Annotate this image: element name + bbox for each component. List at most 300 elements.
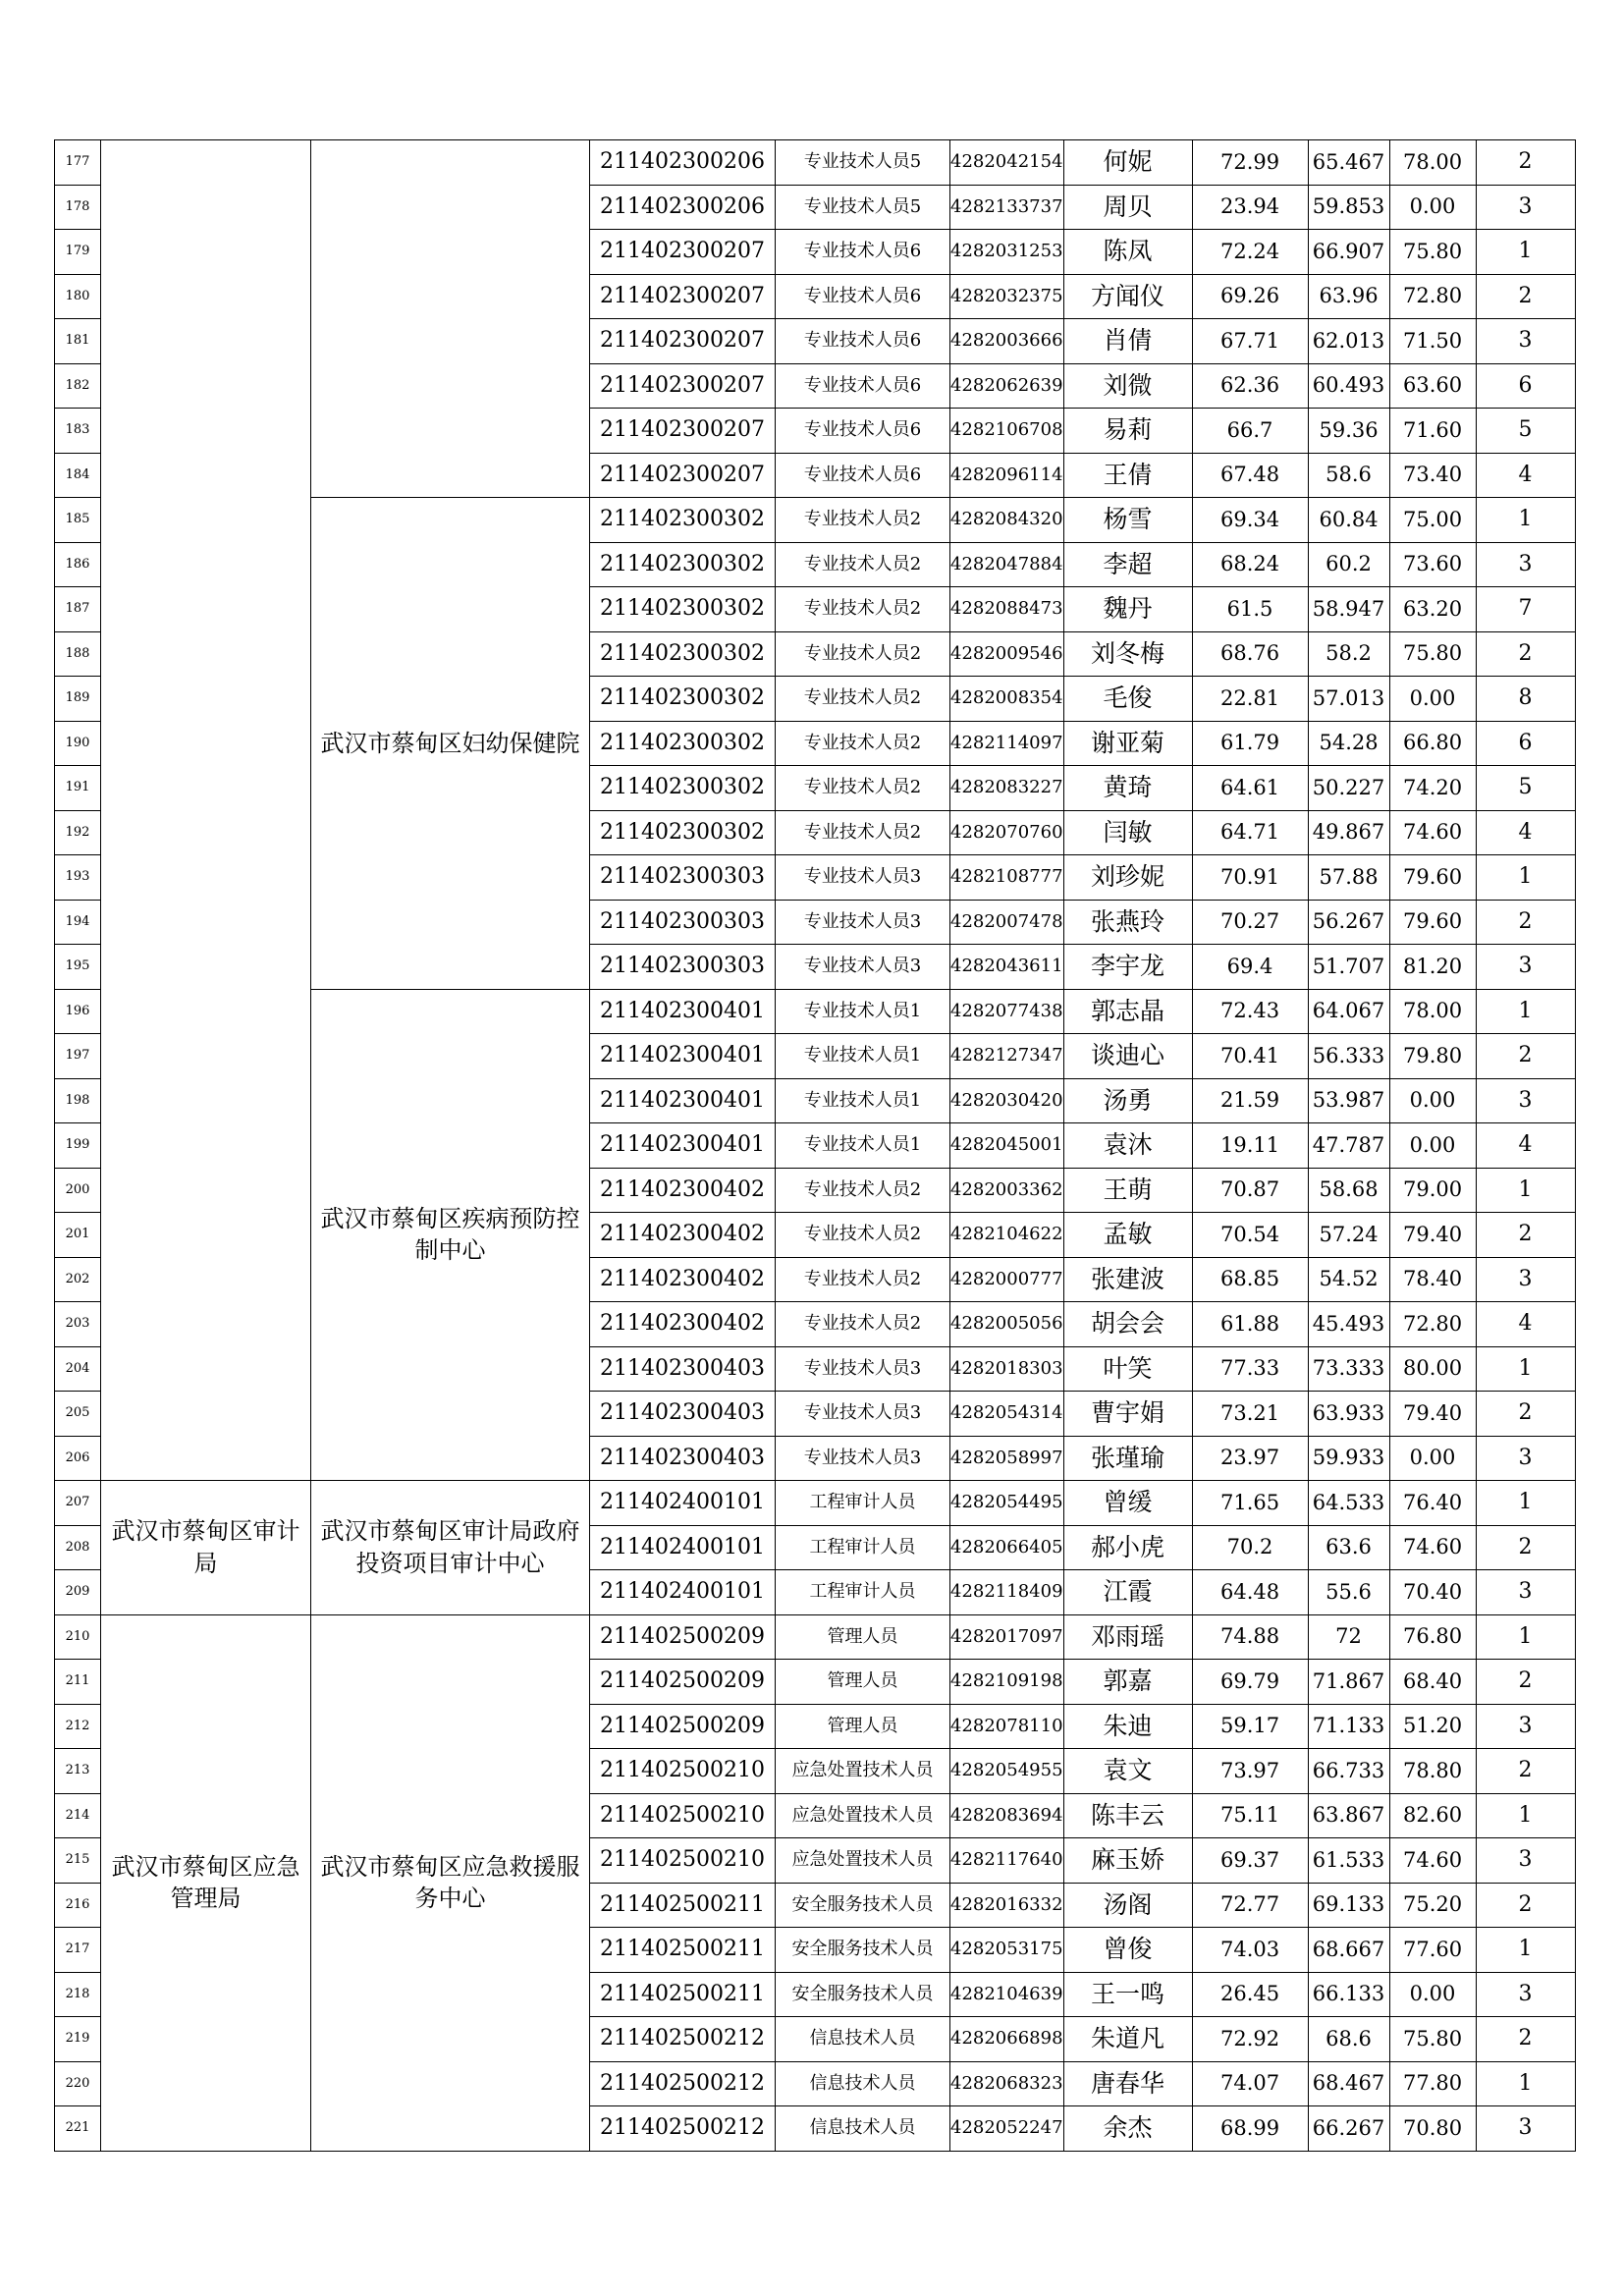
total-score: 77.60	[1389, 1928, 1476, 1973]
interview-score: 63.867	[1308, 1793, 1389, 1838]
position-name: 应急处置技术人员	[776, 1838, 950, 1884]
position-code: 211402500209	[590, 1704, 776, 1749]
interview-score: 68.667	[1308, 1928, 1389, 1973]
ticket-number: 4282127347	[950, 1034, 1064, 1079]
ticket-number: 4282104622	[950, 1213, 1064, 1258]
ticket-number: 4282017097	[950, 1614, 1064, 1660]
position-name: 专业技术人员1	[776, 1078, 950, 1123]
row-index: 202	[55, 1257, 101, 1302]
position-code: 211402300302	[590, 498, 776, 543]
rank: 1	[1476, 989, 1575, 1034]
written-score: 70.27	[1192, 900, 1308, 945]
interview-score: 71.133	[1308, 1704, 1389, 1749]
position-code: 211402300302	[590, 542, 776, 587]
row-index: 177	[55, 140, 101, 186]
position-name: 专业技术人员2	[776, 1302, 950, 1347]
ticket-number: 4282052247	[950, 2106, 1064, 2152]
results-table	[54, 139, 1576, 2152]
ticket-number: 4282070760	[950, 810, 1064, 855]
row-index: 213	[55, 1749, 101, 1794]
rank: 1	[1476, 2061, 1575, 2106]
position-code: 211402300207	[590, 453, 776, 498]
interview-score: 66.133	[1308, 1972, 1389, 2017]
position-code: 211402500211	[590, 1928, 776, 1973]
row-index: 205	[55, 1392, 101, 1437]
candidate-name: 谈迪心	[1063, 1034, 1192, 1079]
ticket-number: 4282117640	[950, 1838, 1064, 1884]
position-name: 专业技术人员6	[776, 453, 950, 498]
interview-score: 47.787	[1308, 1123, 1389, 1169]
written-score: 73.21	[1192, 1392, 1308, 1437]
candidate-name: 袁沐	[1063, 1123, 1192, 1169]
ticket-number: 4282047884	[950, 542, 1064, 587]
total-score: 76.40	[1389, 1481, 1476, 1526]
total-score: 63.20	[1389, 587, 1476, 632]
position-code: 211402300206	[590, 185, 776, 230]
written-score: 64.71	[1192, 810, 1308, 855]
ticket-number: 4282007478	[950, 900, 1064, 945]
rank: 2	[1476, 140, 1575, 186]
position-name: 专业技术人员6	[776, 409, 950, 454]
position-code: 211402300403	[590, 1346, 776, 1392]
written-score: 69.37	[1192, 1838, 1308, 1884]
rank: 1	[1476, 230, 1575, 275]
candidate-name: 何妮	[1063, 140, 1192, 186]
ticket-number: 4282083694	[950, 1793, 1064, 1838]
row-index: 211	[55, 1660, 101, 1705]
position-code: 211402300302	[590, 721, 776, 766]
row-index: 190	[55, 721, 101, 766]
interview-score: 59.853	[1308, 185, 1389, 230]
written-score: 70.2	[1192, 1525, 1308, 1570]
ticket-number: 4282108777	[950, 855, 1064, 901]
rank: 3	[1476, 1436, 1575, 1481]
position-name: 专业技术人员2	[776, 677, 950, 722]
written-score: 23.97	[1192, 1436, 1308, 1481]
rank: 2	[1476, 2017, 1575, 2062]
position-code: 211402500211	[590, 1972, 776, 2017]
position-name: 安全服务技术人员	[776, 1883, 950, 1928]
written-score: 69.26	[1192, 274, 1308, 319]
ticket-number: 4282133737	[950, 185, 1064, 230]
department-cell: 武汉市蔡甸区审计局	[101, 1481, 311, 1615]
position-name: 专业技术人员6	[776, 319, 950, 364]
position-name: 专业技术人员3	[776, 1436, 950, 1481]
written-score: 71.65	[1192, 1481, 1308, 1526]
position-name: 专业技术人员2	[776, 498, 950, 543]
interview-score: 59.36	[1308, 409, 1389, 454]
rank: 1	[1476, 1928, 1575, 1973]
candidate-name: 余杰	[1063, 2106, 1192, 2152]
position-name: 专业技术人员2	[776, 631, 950, 677]
row-index: 219	[55, 2017, 101, 2062]
row-index: 191	[55, 766, 101, 811]
ticket-number: 4282068323	[950, 2061, 1064, 2106]
candidate-name: 朱道凡	[1063, 2017, 1192, 2062]
written-score: 69.4	[1192, 945, 1308, 990]
ticket-number: 4282031253	[950, 230, 1064, 275]
interview-score: 53.987	[1308, 1078, 1389, 1123]
candidate-name: 张瑾瑜	[1063, 1436, 1192, 1481]
row-index: 193	[55, 855, 101, 901]
rank: 6	[1476, 721, 1575, 766]
interview-score: 60.493	[1308, 363, 1389, 409]
position-name: 专业技术人员3	[776, 900, 950, 945]
position-code: 211402300303	[590, 855, 776, 901]
candidate-name: 刘冬梅	[1063, 631, 1192, 677]
candidate-name: 张建波	[1063, 1257, 1192, 1302]
row-index: 204	[55, 1346, 101, 1392]
position-code: 211402300302	[590, 766, 776, 811]
candidate-name: 汤勇	[1063, 1078, 1192, 1123]
total-score: 75.80	[1389, 631, 1476, 677]
interview-score: 65.467	[1308, 140, 1389, 186]
position-name: 专业技术人员3	[776, 855, 950, 901]
total-score: 78.00	[1389, 989, 1476, 1034]
interview-score: 68.467	[1308, 2061, 1389, 2106]
total-score: 0.00	[1389, 1972, 1476, 2017]
position-code: 211402400101	[590, 1525, 776, 1570]
table-row	[55, 140, 1576, 186]
written-score: 72.43	[1192, 989, 1308, 1034]
total-score: 74.60	[1389, 1525, 1476, 1570]
candidate-name: 肖倩	[1063, 319, 1192, 364]
position-name: 专业技术人员1	[776, 1034, 950, 1079]
position-name: 专业技术人员2	[776, 810, 950, 855]
interview-score: 69.133	[1308, 1883, 1389, 1928]
position-code: 211402300402	[590, 1168, 776, 1213]
candidate-name: 麻玉娇	[1063, 1838, 1192, 1884]
ticket-number: 4282008354	[950, 677, 1064, 722]
rank: 3	[1476, 1704, 1575, 1749]
position-code: 211402300302	[590, 631, 776, 677]
candidate-name: 陈丰云	[1063, 1793, 1192, 1838]
position-name: 信息技术人员	[776, 2061, 950, 2106]
row-index: 207	[55, 1481, 101, 1526]
total-score: 81.20	[1389, 945, 1476, 990]
row-index: 184	[55, 453, 101, 498]
position-code: 211402300401	[590, 1034, 776, 1079]
row-index: 196	[55, 989, 101, 1034]
position-code: 211402400101	[590, 1481, 776, 1526]
rank: 2	[1476, 1034, 1575, 1079]
position-name: 信息技术人员	[776, 2017, 950, 2062]
interview-score: 57.88	[1308, 855, 1389, 901]
interview-score: 73.333	[1308, 1346, 1389, 1392]
total-score: 0.00	[1389, 677, 1476, 722]
ticket-number: 4282054495	[950, 1481, 1064, 1526]
ticket-number: 4282018303	[950, 1346, 1064, 1392]
candidate-name: 毛俊	[1063, 677, 1192, 722]
total-score: 75.80	[1389, 2017, 1476, 2062]
position-name: 管理人员	[776, 1614, 950, 1660]
rank: 3	[1476, 1570, 1575, 1615]
total-score: 70.40	[1389, 1570, 1476, 1615]
unit-cell: 武汉市蔡甸区妇幼保健院	[311, 498, 590, 990]
candidate-name: 周贝	[1063, 185, 1192, 230]
candidate-name: 胡会会	[1063, 1302, 1192, 1347]
position-name: 专业技术人员1	[776, 989, 950, 1034]
ticket-number: 4282083227	[950, 766, 1064, 811]
rank: 8	[1476, 677, 1575, 722]
rank: 3	[1476, 1972, 1575, 2017]
ticket-number: 4282114097	[950, 721, 1064, 766]
position-code: 211402300401	[590, 989, 776, 1034]
rank: 6	[1476, 363, 1575, 409]
row-index: 194	[55, 900, 101, 945]
position-code: 211402300207	[590, 363, 776, 409]
rank: 2	[1476, 631, 1575, 677]
interview-score: 58.947	[1308, 587, 1389, 632]
written-score: 70.41	[1192, 1034, 1308, 1079]
total-score: 79.00	[1389, 1168, 1476, 1213]
candidate-name: 曾俊	[1063, 1928, 1192, 1973]
candidate-name: 方闻仪	[1063, 274, 1192, 319]
position-name: 管理人员	[776, 1704, 950, 1749]
rank: 2	[1476, 1883, 1575, 1928]
interview-score: 63.933	[1308, 1392, 1389, 1437]
total-score: 66.80	[1389, 721, 1476, 766]
written-score: 77.33	[1192, 1346, 1308, 1392]
total-score: 73.40	[1389, 453, 1476, 498]
candidate-name: 陈凤	[1063, 230, 1192, 275]
total-score: 78.80	[1389, 1749, 1476, 1794]
interview-score: 63.96	[1308, 274, 1389, 319]
rank: 4	[1476, 453, 1575, 498]
written-score: 64.61	[1192, 766, 1308, 811]
position-code: 211402500210	[590, 1838, 776, 1884]
candidate-name: 曾缓	[1063, 1481, 1192, 1526]
row-index: 189	[55, 677, 101, 722]
ticket-number: 4282045001	[950, 1123, 1064, 1169]
total-score: 76.80	[1389, 1614, 1476, 1660]
rank: 2	[1476, 1525, 1575, 1570]
written-score: 19.11	[1192, 1123, 1308, 1169]
position-code: 211402300403	[590, 1436, 776, 1481]
ticket-number: 4282084320	[950, 498, 1064, 543]
candidate-name: 曹宇娟	[1063, 1392, 1192, 1437]
row-index: 215	[55, 1838, 101, 1884]
candidate-name: 杨雪	[1063, 498, 1192, 543]
ticket-number: 4282062639	[950, 363, 1064, 409]
position-code: 211402500210	[590, 1749, 776, 1794]
position-code: 211402300402	[590, 1257, 776, 1302]
rank: 1	[1476, 1168, 1575, 1213]
position-name: 专业技术人员6	[776, 363, 950, 409]
total-score: 77.80	[1389, 2061, 1476, 2106]
total-score: 0.00	[1389, 185, 1476, 230]
position-code: 211402300207	[590, 230, 776, 275]
rank: 3	[1476, 185, 1575, 230]
interview-score: 54.28	[1308, 721, 1389, 766]
unit-cell: 武汉市蔡甸区应急救援服务中心	[311, 1614, 590, 2151]
row-index: 206	[55, 1436, 101, 1481]
row-index: 181	[55, 319, 101, 364]
row-index: 185	[55, 498, 101, 543]
ticket-number: 4282118409	[950, 1570, 1064, 1615]
position-name: 专业技术人员6	[776, 230, 950, 275]
position-code: 211402300207	[590, 409, 776, 454]
written-score: 68.99	[1192, 2106, 1308, 2152]
total-score: 79.60	[1389, 855, 1476, 901]
position-name: 专业技术人员3	[776, 1346, 950, 1392]
interview-score: 58.6	[1308, 453, 1389, 498]
row-index: 182	[55, 363, 101, 409]
interview-score: 66.733	[1308, 1749, 1389, 1794]
rank: 2	[1476, 1660, 1575, 1705]
rank: 3	[1476, 1078, 1575, 1123]
total-score: 0.00	[1389, 1436, 1476, 1481]
written-score: 73.97	[1192, 1749, 1308, 1794]
candidate-name: 张燕玲	[1063, 900, 1192, 945]
position-code: 211402300403	[590, 1392, 776, 1437]
position-code: 211402300207	[590, 319, 776, 364]
interview-score: 45.493	[1308, 1302, 1389, 1347]
row-index: 201	[55, 1213, 101, 1258]
candidate-name: 江霞	[1063, 1570, 1192, 1615]
ticket-number: 4282054955	[950, 1749, 1064, 1794]
interview-score: 68.6	[1308, 2017, 1389, 2062]
total-score: 79.40	[1389, 1213, 1476, 1258]
rank: 2	[1476, 274, 1575, 319]
total-score: 75.00	[1389, 498, 1476, 543]
position-code: 211402300302	[590, 587, 776, 632]
rank: 2	[1476, 1213, 1575, 1258]
rank: 5	[1476, 766, 1575, 811]
row-index: 221	[55, 2106, 101, 2152]
position-name: 应急处置技术人员	[776, 1749, 950, 1794]
position-code: 211402500211	[590, 1883, 776, 1928]
interview-score: 59.933	[1308, 1436, 1389, 1481]
written-score: 74.88	[1192, 1614, 1308, 1660]
row-index: 203	[55, 1302, 101, 1347]
total-score: 78.00	[1389, 140, 1476, 186]
rank: 1	[1476, 855, 1575, 901]
row-index: 186	[55, 542, 101, 587]
ticket-number: 4282054314	[950, 1392, 1064, 1437]
total-score: 0.00	[1389, 1123, 1476, 1169]
row-index: 178	[55, 185, 101, 230]
candidate-name: 李宇龙	[1063, 945, 1192, 990]
position-code: 211402300303	[590, 945, 776, 990]
position-name: 专业技术人员2	[776, 766, 950, 811]
written-score: 72.92	[1192, 2017, 1308, 2062]
row-index: 217	[55, 1928, 101, 1973]
written-score: 64.48	[1192, 1570, 1308, 1615]
row-index: 200	[55, 1168, 101, 1213]
written-score: 23.94	[1192, 185, 1308, 230]
total-score: 78.40	[1389, 1257, 1476, 1302]
ticket-number: 4282032375	[950, 274, 1064, 319]
unit-cell: 武汉市蔡甸区疾病预防控制中心	[311, 989, 590, 1481]
table-row	[55, 1481, 1576, 1526]
position-code: 211402300302	[590, 677, 776, 722]
rank: 2	[1476, 1749, 1575, 1794]
written-score: 66.7	[1192, 409, 1308, 454]
row-index: 192	[55, 810, 101, 855]
position-name: 专业技术人员3	[776, 1392, 950, 1437]
written-score: 26.45	[1192, 1972, 1308, 2017]
interview-score: 55.6	[1308, 1570, 1389, 1615]
total-score: 72.80	[1389, 274, 1476, 319]
ticket-number: 4282109198	[950, 1660, 1064, 1705]
rank: 3	[1476, 1838, 1575, 1884]
ticket-number: 4282016332	[950, 1883, 1064, 1928]
interview-score: 49.867	[1308, 810, 1389, 855]
written-score: 72.99	[1192, 140, 1308, 186]
department-cell: 武汉市蔡甸区应急管理局	[101, 1614, 311, 2151]
row-index: 179	[55, 230, 101, 275]
total-score: 74.60	[1389, 810, 1476, 855]
ticket-number: 4282003362	[950, 1168, 1064, 1213]
position-name: 专业技术人员2	[776, 1213, 950, 1258]
row-index: 212	[55, 1704, 101, 1749]
rank: 3	[1476, 945, 1575, 990]
ticket-number: 4282096114	[950, 453, 1064, 498]
position-name: 工程审计人员	[776, 1525, 950, 1570]
position-name: 应急处置技术人员	[776, 1793, 950, 1838]
position-code: 211402300401	[590, 1078, 776, 1123]
rank: 4	[1476, 1123, 1575, 1169]
row-index: 188	[55, 631, 101, 677]
row-index: 216	[55, 1883, 101, 1928]
position-name: 专业技术人员2	[776, 542, 950, 587]
written-score: 22.81	[1192, 677, 1308, 722]
ticket-number: 4282042154	[950, 140, 1064, 186]
position-code: 211402300402	[590, 1213, 776, 1258]
position-code: 211402300401	[590, 1123, 776, 1169]
candidate-name: 唐春华	[1063, 2061, 1192, 2106]
ticket-number: 4282000777	[950, 1257, 1064, 1302]
results-table-body	[55, 140, 1576, 2152]
position-name: 专业技术人员2	[776, 721, 950, 766]
candidate-name: 王倩	[1063, 453, 1192, 498]
ticket-number: 4282077438	[950, 989, 1064, 1034]
ticket-number: 4282003666	[950, 319, 1064, 364]
interview-score: 50.227	[1308, 766, 1389, 811]
total-score: 74.60	[1389, 1838, 1476, 1884]
position-name: 专业技术人员6	[776, 274, 950, 319]
ticket-number: 4282066898	[950, 2017, 1064, 2062]
row-index: 209	[55, 1570, 101, 1615]
interview-score: 61.533	[1308, 1838, 1389, 1884]
position-code: 211402500210	[590, 1793, 776, 1838]
interview-score: 58.68	[1308, 1168, 1389, 1213]
position-name: 专业技术人员1	[776, 1123, 950, 1169]
total-score: 75.20	[1389, 1883, 1476, 1928]
row-index: 199	[55, 1123, 101, 1169]
ticket-number: 4282104639	[950, 1972, 1064, 2017]
written-score: 59.17	[1192, 1704, 1308, 1749]
unit-cell: 武汉市蔡甸区审计局政府投资项目审计中心	[311, 1481, 590, 1615]
candidate-name: 易莉	[1063, 409, 1192, 454]
row-index: 220	[55, 2061, 101, 2106]
total-score: 0.00	[1389, 1078, 1476, 1123]
row-index: 210	[55, 1614, 101, 1660]
written-score: 21.59	[1192, 1078, 1308, 1123]
interview-score: 62.013	[1308, 319, 1389, 364]
interview-score: 72	[1308, 1614, 1389, 1660]
interview-score: 60.84	[1308, 498, 1389, 543]
position-name: 专业技术人员3	[776, 945, 950, 990]
written-score: 61.79	[1192, 721, 1308, 766]
position-code: 211402400101	[590, 1570, 776, 1615]
written-score: 68.85	[1192, 1257, 1308, 1302]
total-score: 79.60	[1389, 900, 1476, 945]
total-score: 79.80	[1389, 1034, 1476, 1079]
rank: 1	[1476, 1793, 1575, 1838]
candidate-name: 刘微	[1063, 363, 1192, 409]
